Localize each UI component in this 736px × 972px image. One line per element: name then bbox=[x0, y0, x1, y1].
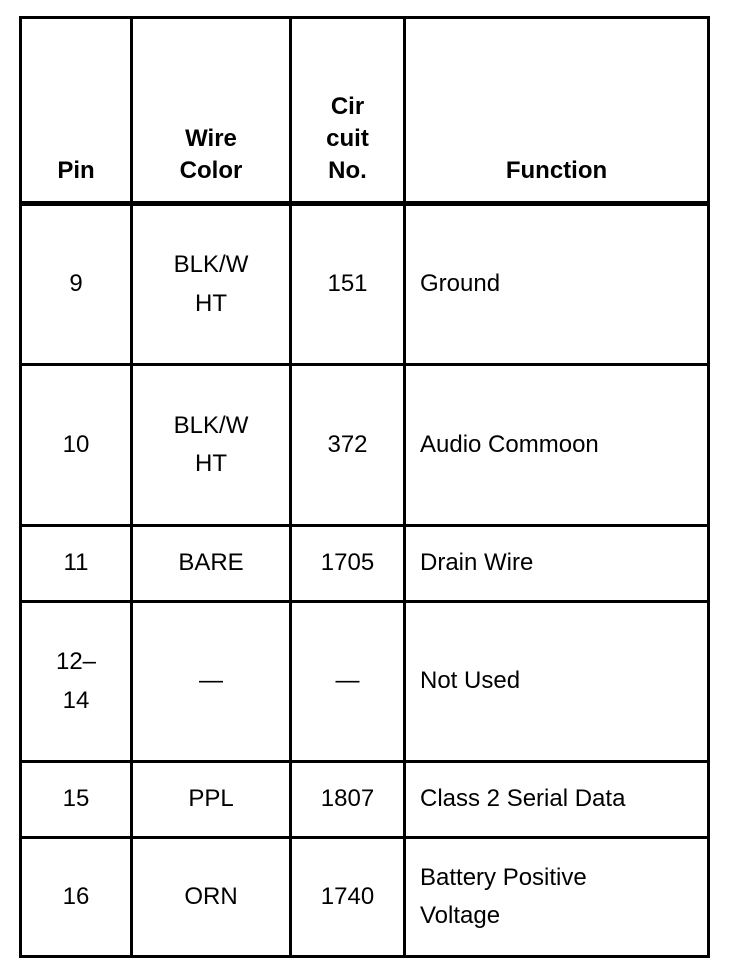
cell-wire-color: BLK/W HT bbox=[132, 365, 291, 526]
cell-function: Drain Wire bbox=[405, 526, 709, 602]
cell-wire-color: PPL bbox=[132, 762, 291, 838]
header-circuit-no: Cir cuit No. bbox=[291, 18, 405, 204]
cell-function: Ground bbox=[405, 204, 709, 365]
cell-wire-color: BARE bbox=[132, 526, 291, 602]
header-wire-color: Wire Color bbox=[132, 18, 291, 204]
cell-circuit-no: 1807 bbox=[291, 762, 405, 838]
cell-pin: 12– 14 bbox=[21, 602, 132, 762]
table-row bbox=[21, 602, 709, 762]
table-row bbox=[21, 204, 709, 365]
cell-pin: 11 bbox=[21, 526, 132, 602]
table-row bbox=[21, 838, 709, 957]
cell-pin: 16 bbox=[21, 838, 132, 957]
table-row bbox=[21, 526, 709, 602]
cell-pin: 9 bbox=[21, 204, 132, 365]
cell-circuit-no: 372 bbox=[291, 365, 405, 526]
header-function: Function bbox=[405, 18, 709, 204]
header-pin: Pin bbox=[21, 18, 132, 204]
cell-circuit-no: 151 bbox=[291, 204, 405, 365]
cell-pin: 15 bbox=[21, 762, 132, 838]
cell-wire-color: ORN bbox=[132, 838, 291, 957]
table-header-row bbox=[21, 18, 709, 204]
table-row bbox=[21, 365, 709, 526]
cell-pin: 10 bbox=[21, 365, 132, 526]
cell-function: Class 2 Serial Data bbox=[405, 762, 709, 838]
cell-circuit-no: 1705 bbox=[291, 526, 405, 602]
cell-function: Battery Positive Voltage bbox=[405, 838, 709, 957]
cell-function: Audio Commoon bbox=[405, 365, 709, 526]
cell-circuit-no: — bbox=[291, 602, 405, 762]
cell-function: Not Used bbox=[405, 602, 709, 762]
table-row bbox=[21, 762, 709, 838]
cell-wire-color: BLK/W HT bbox=[132, 204, 291, 365]
cell-circuit-no: 1740 bbox=[291, 838, 405, 957]
connector-pinout-table bbox=[19, 16, 710, 958]
cell-wire-color: — bbox=[132, 602, 291, 762]
